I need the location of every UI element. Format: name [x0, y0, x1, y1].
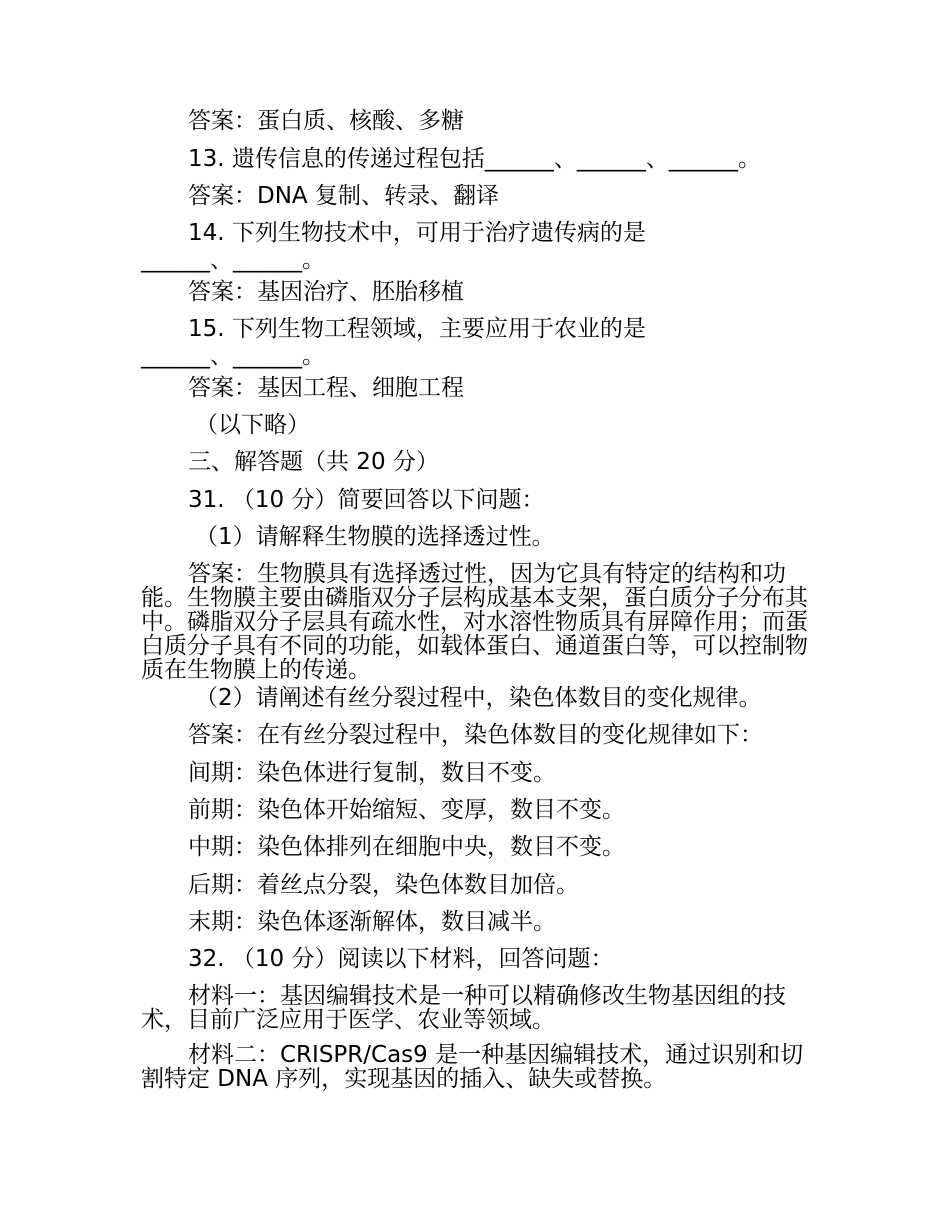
- material-one: 材料一：基因编辑技术是一种可以精确修改生物基因组的技术，目前广泛应用于医学、农业等领域。: [141, 983, 786, 1033]
- omitted-note: （以下略）: [195, 412, 310, 438]
- question-13: 13. 遗传信息的传递过程包括______、______、______。: [188, 146, 761, 172]
- answer-12: 答案：蛋白质、核酸、多糖: [188, 108, 464, 134]
- interphase-line: 间期：染色体进行复制，数目不变。: [188, 760, 556, 786]
- question-14: 14. 下列生物技术中，可用于治疗遗传病的是: [188, 220, 646, 246]
- question-15: 15. 下列生物工程领域，主要应用于农业的是: [188, 316, 646, 342]
- anaphase-line: 后期：着丝点分裂，染色体数目加倍。: [188, 872, 579, 898]
- question-15-blanks: ______、______。: [141, 343, 325, 369]
- question-31-part-1: （1）请解释生物膜的选择透过性。: [195, 524, 555, 550]
- question-14-blanks: ______、______。: [141, 247, 325, 273]
- question-31: 31. （10 分）简要回答以下问题：: [188, 487, 545, 513]
- answer-31-part-2: 答案：在有丝分裂过程中，染色体数目的变化规律如下：: [188, 722, 763, 748]
- answer-13: 答案：DNA 复制、转录、翻译: [188, 183, 499, 209]
- section-heading: 三、解答题（共 20 分）: [188, 449, 439, 475]
- question-31-part-2: （2）请阐述有丝分裂过程中，染色体数目的变化规律。: [195, 685, 762, 711]
- prophase-line: 前期：染色体开始缩短、变厚，数目不变。: [188, 797, 625, 823]
- question-32: 32. （10 分）阅读以下材料，回答问题：: [188, 946, 614, 972]
- answer-15: 答案：基因工程、细胞工程: [188, 375, 464, 401]
- metaphase-line: 中期：染色体排列在细胞中央，数目不变。: [188, 834, 625, 860]
- answer-31-part-1: 答案：生物膜具有选择透过性，因为它具有特定的结构和功能。生物膜主要由磷脂双分子层构成基本支架，蛋白质分子分布其中。磷脂双分子层具有疏水性，对水溶性物质具有屏障作用；而蛋白质分子具有不同的功能，如载体蛋白、通道蛋白等，可以控制物质在生物膜上的传递。: [141, 561, 808, 683]
- telophase-line: 末期：染色体逐渐解体，数目减半。: [188, 909, 556, 935]
- material-two: 材料二：CRISPR/Cas9 是一种基因编辑技术，通过识别和切割特定 DNA 序列，实现基因的插入、缺失或替换。: [141, 1042, 804, 1092]
- answer-14: 答案：基因治疗、胚胎移植: [188, 279, 464, 305]
